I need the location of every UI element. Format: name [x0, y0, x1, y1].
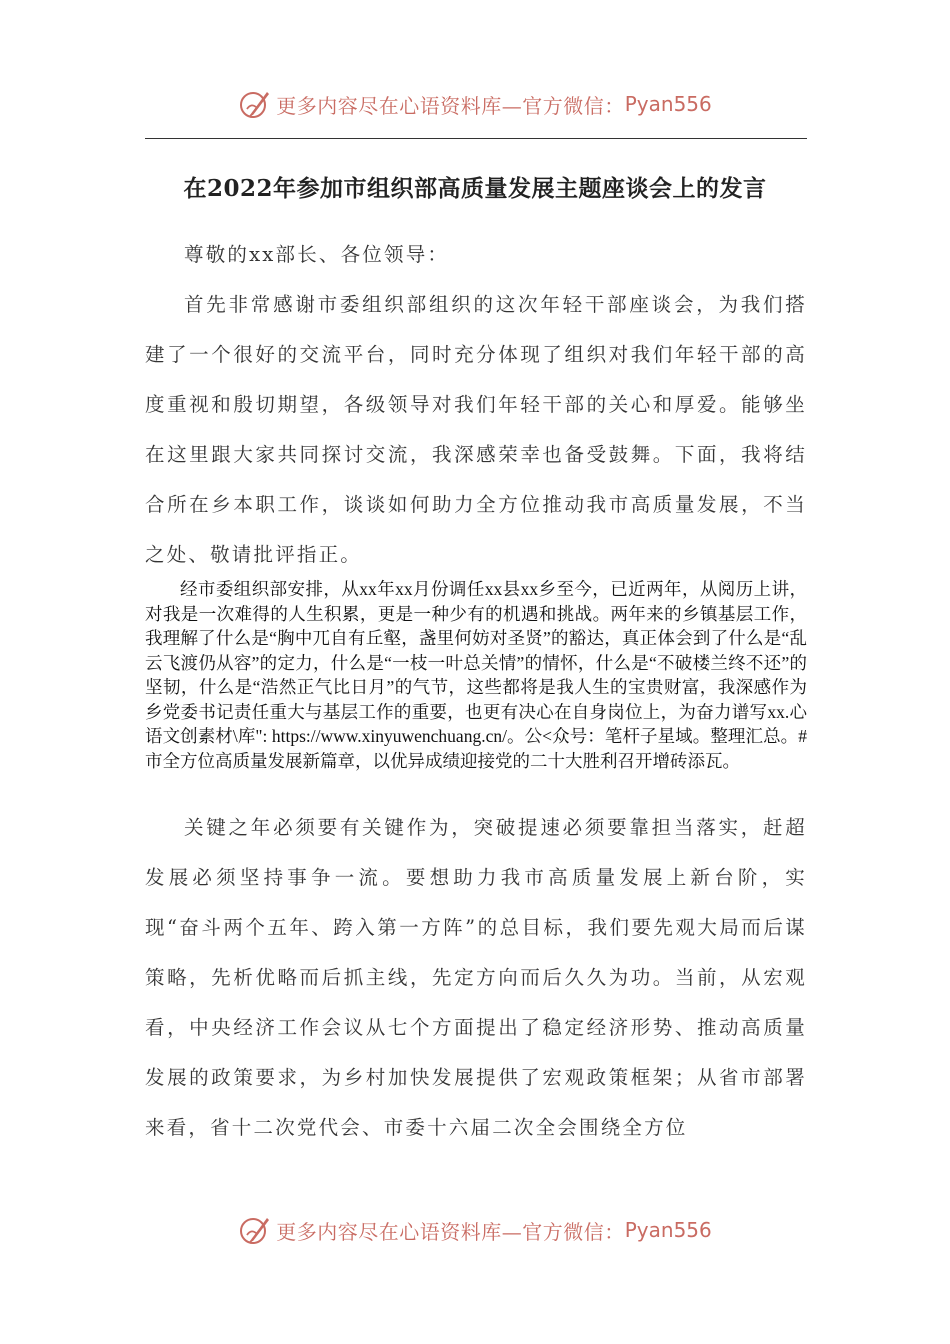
- footer-banner-text: 更多内容尽在心语资料库—官方微信：: [276, 1219, 625, 1244]
- paragraph-opening: 首先非常感谢市委组织部组织的这次年轻干部座谈会，为我们搭建了一个很好的交流平台，同时充分体现了组织对我们年轻干部的高度重视和殷切期望，各级领导对我们年轻干部的关心和厚爱。能够坐在这里跟大家共同探讨交流，我深感荣幸也备受鼓舞。下面，我将结合所在乡本职工作，谈谈如何助力全方位推动我市高质量发展，不当之处、敬请批评指正。: [145, 293, 807, 566]
- speech-body-upper: [145, 230, 807, 580]
- speech-body-lower: [145, 803, 807, 1153]
- speech-body-middle: [145, 577, 807, 773]
- salutation: 尊敬的xx部长、各位领导：: [184, 243, 450, 266]
- header-divider: [145, 138, 807, 139]
- paragraph-experience: 经市委组织部安排，从xx年xx月份调任xx县xx乡至今，已近两年，从阅历上讲，对我是一次难得的人生积累，更是一种少有的机遇和挑战。两年来的乡镇基层工作，我理解了什么是“胸中兀自有丘壑，盏里何妨对圣贤”的豁达，真正体会到了什么是“乱云飞渡仍从容”的定力，什么是“一枝一叶总关情”的情怀，什么是“不破楼兰终不还”的坚韧，什么是“浩然正气比日月”的气节，这些都将是我人生的宝贵财富，我深感作为乡党委书记责任重大与基层工作的重要，也更有决心在自身岗位上，为奋力谱写xx.心语文创素材\库": https://www.xinyuwenchuang.cn/。公<众号：笔杆子星域。整理汇总。#市全方位高质量发展新篇章，以优异成绩迎接党的二十大胜利召开增砖添瓦。: [145, 579, 807, 771]
- header-wechat-id: Pyan556: [624, 92, 712, 116]
- header-banner: [0, 84, 950, 124]
- footer-banner: [0, 1210, 950, 1250]
- page-title: 在2022年参加市组织部高质量发展主题座谈会上的发言: [183, 175, 767, 202]
- quill-pen-icon: [238, 1213, 272, 1247]
- paragraph-key-year: 关键之年必须要有关键作为，突破提速必须要靠担当落实，赶超发展必须坚持事争一流。要想助力我市高质量发展上新台阶，实现“奋斗两个五年、跨入第一方阵”的总目标，我们要先观大局而后谋策略，先析优略而后抓主线，先定方向而后久久为功。当前，从宏观看，中央经济工作会议从七个方面提出了稳定经济形势、推动高质量发展的政策要求，为乡村加快发展提供了宏观政策框架；从省市部署来看，省十二次党代会、市委十六届二次全会围绕全方位: [145, 816, 807, 1139]
- footer-wechat-id: Pyan556: [624, 1218, 712, 1242]
- quill-pen-icon: [238, 87, 272, 121]
- header-banner-text: 更多内容尽在心语资料库—官方微信：: [276, 93, 625, 118]
